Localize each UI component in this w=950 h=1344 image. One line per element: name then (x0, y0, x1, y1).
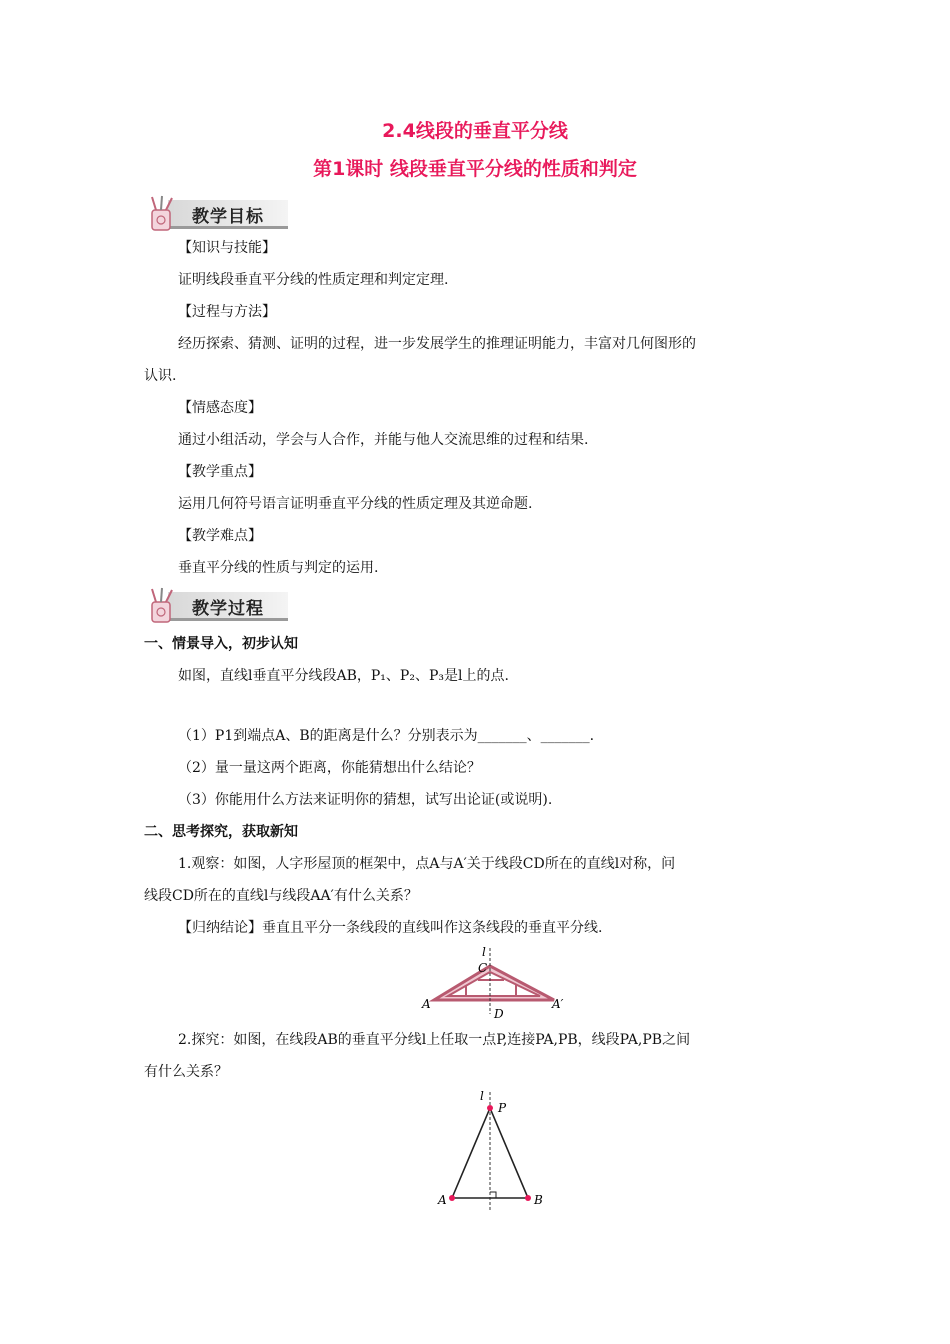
observe-text-2: 线段CD所在的直线l与线段AA′有什么关系？ (144, 888, 418, 904)
label-d: D (494, 1007, 504, 1021)
section-banner-goals (142, 194, 290, 234)
difficulty-text: 垂直平分线的性质与判定的运用. (178, 560, 379, 576)
point-p (487, 1105, 493, 1111)
perpendicular-bisector-figure (432, 1088, 552, 1214)
label-a-prime: A′ (552, 997, 564, 1011)
explore-text-1: 2.探究：如图，在线段AB的垂直平分线l上任取一点P,连接PA,PB，线段PA,PB之间 (178, 1032, 691, 1048)
question-3: （3）你能用什么方法来证明你的猜想，试写出论证(或说明). (178, 792, 553, 808)
question-2: （2）量一量这两个距离，你能猜想出什么结论？ (178, 760, 481, 776)
page-title: 2.4线段的垂直平分线 (382, 120, 568, 142)
knowledge-label: 【知识与技能】 (178, 240, 276, 256)
key-text: 运用几何符号语言证明垂直平分线的性质定理及其逆命题. (178, 496, 533, 512)
process-text-2: 认识. (144, 368, 177, 384)
page-subtitle: 第1课时 线段垂直平分线的性质和判定 (313, 158, 637, 180)
label-a: A (438, 1193, 447, 1207)
pencil-cup-icon (142, 194, 188, 234)
label-l: l (480, 1089, 484, 1103)
label-b: B (534, 1193, 543, 1207)
point-a (449, 1195, 455, 1201)
key-label: 【教学重点】 (178, 464, 262, 480)
conclusion-text: 【归纳结论】垂直且平分一条线段的直线叫作这条线段的垂直平分线. (178, 920, 603, 936)
question-1: （1）P1到端点A、B的距离是什么？分别表示为_______、_______. (178, 728, 595, 744)
banner-process-text: 教学过程 (192, 599, 264, 619)
section-banner-process (142, 586, 290, 626)
label-l: l (482, 945, 486, 959)
section1-intro: 如图，直线l垂直平分线段AB，P₁、P₂、P₃是l上的点. (178, 668, 509, 684)
process-text-1: 经历探索、猜测、证明的过程，进一步发展学生的推理证明能力，丰富对几何图形的 (178, 336, 696, 352)
section2-heading: 二、思考探究，获取新知 (144, 824, 298, 840)
label-p: P (498, 1101, 507, 1115)
label-a: A (422, 997, 431, 1011)
observe-text-1: 1.观察：如图，人字形屋顶的框架中，点A与A′关于线段CD所在的直线l对称，问 (178, 856, 676, 872)
roof-frame-figure (420, 944, 570, 1022)
emotion-text: 通过小组活动，学会与人合作，并能与他人交流思维的过程和结果. (178, 432, 589, 448)
process-label: 【过程与方法】 (178, 304, 276, 320)
section1-heading: 一、情景导入，初步认知 (144, 636, 298, 652)
pencil-cup-icon (142, 586, 188, 626)
banner-goals-text: 教学目标 (192, 207, 264, 227)
label-c: C (478, 961, 488, 975)
explore-text-2: 有什么关系？ (144, 1064, 228, 1080)
knowledge-text: 证明线段垂直平分线的性质定理和判定定理. (178, 272, 449, 288)
point-b (525, 1195, 531, 1201)
difficulty-label: 【教学难点】 (178, 528, 262, 544)
emotion-label: 【情感态度】 (178, 400, 262, 416)
